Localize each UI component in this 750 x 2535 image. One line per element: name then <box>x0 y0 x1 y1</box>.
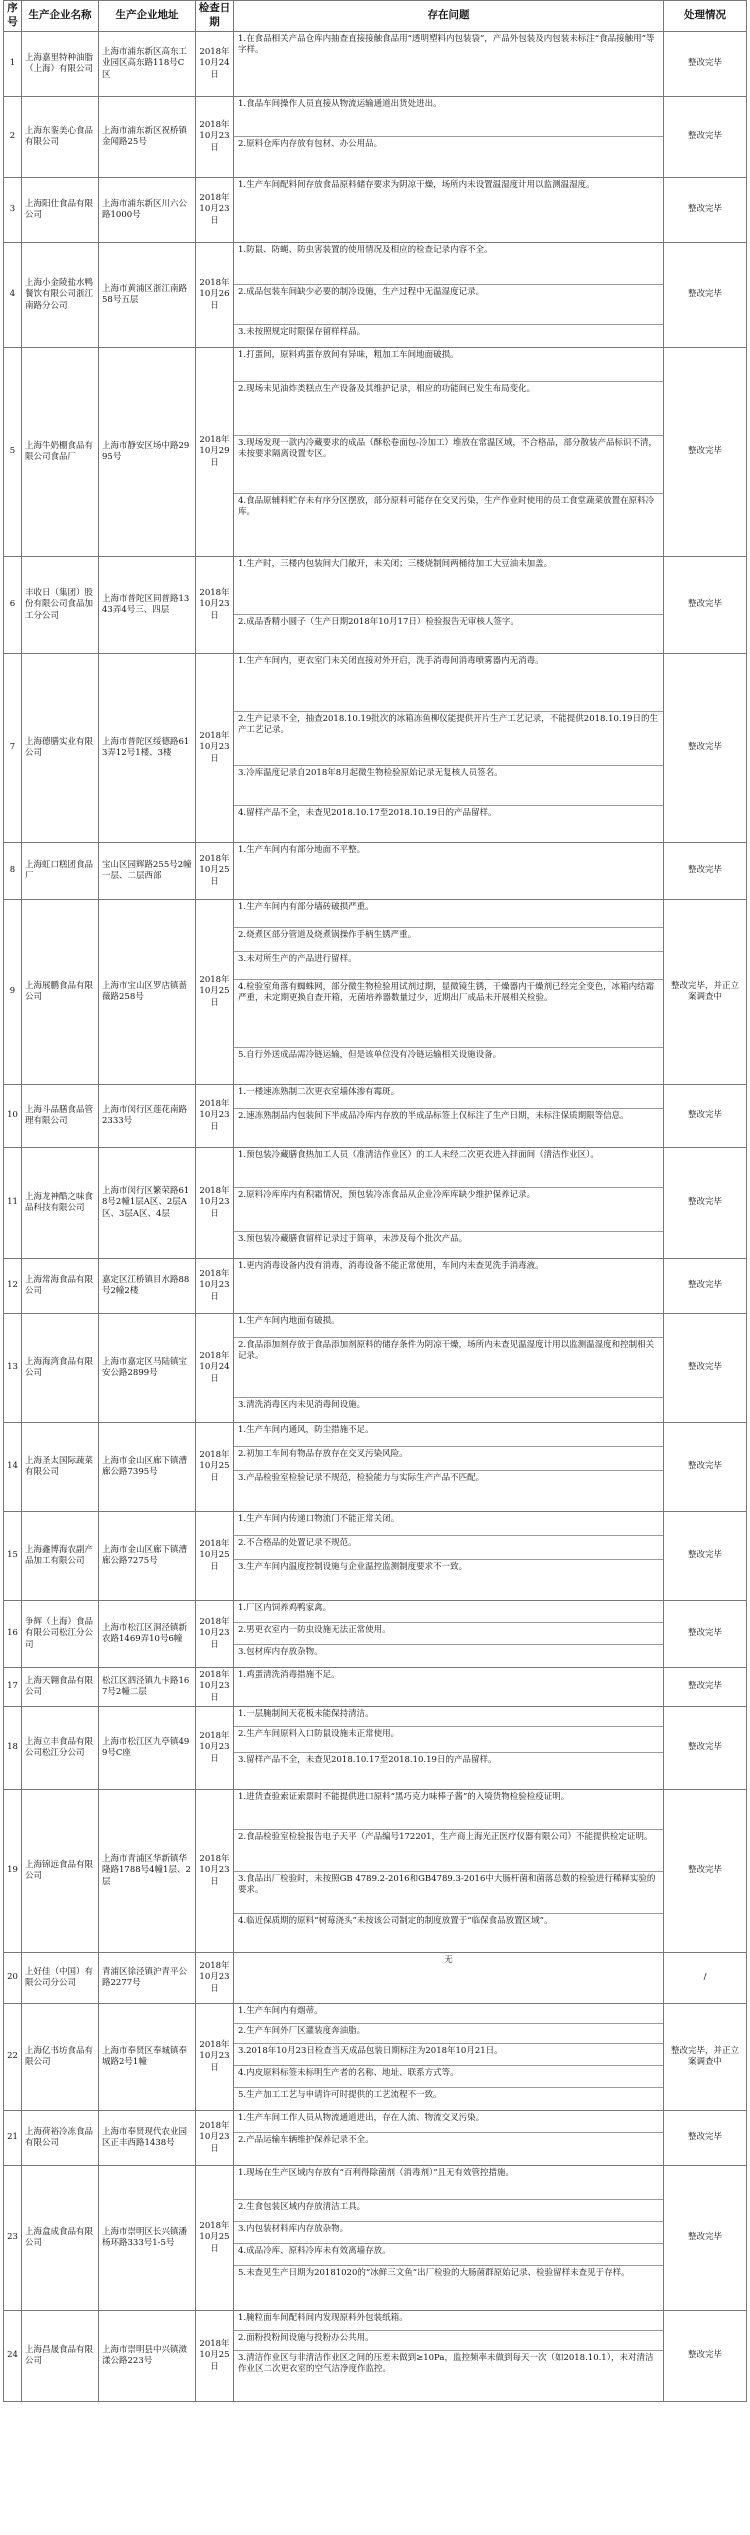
company-address: 嘉定区江桥镇目水路88号2幢2楼 <box>99 1259 196 1314</box>
issues-cell <box>234 1953 664 2004</box>
header-company-address: 生产企业地址 <box>99 1 196 32</box>
issue-item: 1.生产车间内通风，防尘措施不足。 <box>234 1423 663 1447</box>
issues-cell <box>234 1085 664 1148</box>
issue-item: 1.生产车间内，更衣室门未关闭直接对外开启，洗手消毒间消毒喷雾器内无消毒。 <box>234 654 663 712</box>
issue-item: 3.内包装材料库内存放杂物。 <box>234 2222 663 2244</box>
inspection-date: 2018年10月23日 <box>196 1953 234 2004</box>
issue-item: 5.生产加工工艺与申请许可时提供的工艺流程不一致。 <box>238 2090 442 2100</box>
issue-item: 2.原料冷库库内有积霜情况，预包装冷冻食品从企业冷库库缺少维护保养记录。 <box>234 1188 663 1232</box>
issue-item: 1.更内消毒设备内没有消毒，消毒设备不能正常使用，车间内未查见洗手消毒液。 <box>238 1261 544 1271</box>
company-name: 上海鑫博海农副产品加工有限公司 <box>22 1512 99 1601</box>
company-address: 上海市松江区洞泾镇新农路1469弄10号6幢 <box>99 1601 196 1668</box>
inspection-date: 2018年10月23日 <box>196 557 234 654</box>
issue-item: 3.食品出厂检验时，未按照GB 4789.2-2016和GB4789.3-2016中大肠杆菌和菌落总数的检验进行稀释实验的要求。 <box>234 1872 663 1914</box>
issue-item: 1.生产时，三楼内包装间大门敞开，未关闭；三楼烧制间两桶待加工大豆油未加盖。 <box>234 557 663 615</box>
header-inspection-date: 检查日期 <box>196 1 234 32</box>
inspection-date: 2018年10月25日 <box>196 843 234 900</box>
issues-cell <box>234 348 664 557</box>
issues-cell <box>234 1668 664 1707</box>
company-name: 上海斗品膳食品管理有限公司 <box>22 1085 99 1148</box>
handling-status: 整改完毕 <box>664 348 747 557</box>
table-row <box>4 1314 747 1423</box>
row-number: 11 <box>4 1148 22 1259</box>
company-name: 上海东銮美心食品有限公司 <box>22 97 99 178</box>
table-row <box>4 1085 747 1148</box>
table-row <box>4 654 747 843</box>
issue-item: 4.内皮原料标签未标明生产者的名称、地址、联系方式等。 <box>234 2066 663 2088</box>
company-address: 上海市金山区廊下镇漕廊公路7275号 <box>99 1512 196 1601</box>
inspection-date: 2018年10月24日 <box>196 32 234 97</box>
inspection-date: 2018年10月25日 <box>196 1512 234 1601</box>
company-address: 上海市浦东新区川六公路1000号 <box>99 178 196 243</box>
issue-item: 2.原料仓库内存放有包材、办公用品。 <box>238 139 383 149</box>
issues-cell <box>234 1512 664 1601</box>
issues-cell <box>234 1790 664 1953</box>
company-name: 丰收日（集团）股份有限公司食品加工分公司 <box>22 557 99 654</box>
inspection-date: 2018年10月23日 <box>196 1259 234 1314</box>
company-name: 上海昌晟食品有限公司 <box>22 2311 99 2402</box>
handling-status: 整改完毕 <box>664 1423 747 1512</box>
handling-status: 整改完毕 <box>664 654 747 843</box>
handling-status: 整改完毕 <box>664 843 747 900</box>
table-row <box>4 843 747 900</box>
issue-item: 1.生产车间工作人员从物流通道进出，存在人流、物流交叉污染。 <box>234 2111 663 2133</box>
row-number: 16 <box>4 1601 22 1668</box>
company-name: 上海锦远食品有限公司 <box>22 1790 99 1953</box>
handling-status: 整改完毕 <box>664 1085 747 1148</box>
row-number: 14 <box>4 1423 22 1512</box>
row-number: 17 <box>4 1668 22 1707</box>
company-name: 上海牛奶棚食品有限公司食品厂 <box>22 348 99 557</box>
company-name: 上海龙神酷之味食品科技有限公司 <box>22 1148 99 1259</box>
row-number: 1 <box>4 32 22 97</box>
inspection-date: 2018年10月26日 <box>196 243 234 348</box>
issue-item: 1.食品车间操作人员直接从物流运输通道出货处进出。 <box>234 97 663 137</box>
issue-item: 1.生产车间内有部分地面不平整。 <box>238 845 366 855</box>
company-address: 上海市崇明县中兴镇滧漾公路223号 <box>99 2311 196 2402</box>
issue-item: 2.烧煮区部分管道及烧煮锅操作手柄生锈严重。 <box>234 928 663 952</box>
issue-item: 4.留样产品不全，未查见2018.10.17至2018.10.19日的产品留样。 <box>238 808 497 818</box>
inspection-date: 2018年10月23日 <box>196 1668 234 1707</box>
inspection-date: 2018年10月25日 <box>196 2311 234 2402</box>
handling-status: 整改完毕 <box>664 178 747 243</box>
issues-cell <box>234 2004 664 2111</box>
company-name: 上海常海食品有限公司 <box>22 1259 99 1314</box>
table-row <box>4 2111 747 2166</box>
inspection-date: 2018年10月23日 <box>196 1085 234 1148</box>
table-row <box>4 97 747 178</box>
issue-item: 1.鸡蛋清洗消毒措施不足。 <box>238 1670 340 1680</box>
issue-item: 1.生产车间内有部分墙砖破损严重。 <box>234 900 663 928</box>
company-name: 上海天翱食品有限公司 <box>22 1668 99 1707</box>
company-name: 上海展鹏食品有限公司 <box>22 900 99 1085</box>
company-address: 宝山区园辉路255号2幢一层、二层西部 <box>99 843 196 900</box>
issues-cell <box>234 32 664 97</box>
issue-item: 1.生产车间内地面有破损。 <box>234 1314 663 1338</box>
handling-status: 整改完毕 <box>664 557 747 654</box>
company-address: 上海市普陀区绥德路613弄12号1楼、3楼 <box>99 654 196 843</box>
table-row <box>4 1259 747 1314</box>
company-address: 松江区泗泾镇九卡路167号2幢二层 <box>99 1668 196 1707</box>
table-row <box>4 1148 747 1259</box>
company-address: 上海市松江区九亭镇499号C座 <box>99 1707 196 1790</box>
company-name: 上好佳（中国）有限公司分公司 <box>22 1953 99 2004</box>
company-address: 上海市普陀区同普路1343弄4号三、四层 <box>99 557 196 654</box>
company-name: 争辉（上海）食品有限公司松江分公司 <box>22 1601 99 1668</box>
inspection-date: 2018年10月23日 <box>196 1707 234 1790</box>
issue-item: 3.未按照规定时限保存留样样品。 <box>238 327 366 337</box>
issue-item: 5.自行外送成品需冷链运输，但是该单位没有冷链运输相关设施设备。 <box>238 1050 502 1060</box>
company-name: 上海小金陵盐水鸭餐饮有限公司浙江南路分公司 <box>22 243 99 348</box>
row-number: 13 <box>4 1314 22 1423</box>
company-address: 上海市金山区廊下镇漕廊公路7395号 <box>99 1423 196 1512</box>
company-address: 上海市浦东新区高东工业园区高东路118号C区 <box>99 32 196 97</box>
row-number: 3 <box>4 178 22 243</box>
inspection-date: 2018年10月24日 <box>196 1314 234 1423</box>
inspection-table <box>3 0 747 2402</box>
row-number: 9 <box>4 900 22 1085</box>
issues-cell <box>234 97 664 178</box>
issue-item: 1.生产车间配料间存放食品原料储存要求为阴凉干燥，场所内未设置温湿度计用以监测温湿度。 <box>238 180 595 190</box>
inspection-date: 2018年10月23日 <box>196 178 234 243</box>
row-number: 8 <box>4 843 22 900</box>
company-address: 上海市青浦区华新镇华隆路1788号4幢1层、2层 <box>99 1790 196 1953</box>
header-company-name: 生产企业名称 <box>22 1 99 32</box>
issue-item: 1.腌粒面车间配料间内发现原料外包装纸箱。 <box>234 2311 663 2331</box>
table-body <box>4 32 747 2402</box>
issues-cell <box>234 1707 664 1790</box>
inspection-date: 2018年10月23日 <box>196 654 234 843</box>
handling-status: 整改完毕 <box>664 2111 747 2166</box>
company-name: 上海虹口糕团食品厂 <box>22 843 99 900</box>
table-row <box>4 2166 747 2311</box>
company-address: 上海市黄浦区浙江南路58号五层 <box>99 243 196 348</box>
issue-item: 2.生产车间外厂区灌装度奔油脂。 <box>234 2024 663 2044</box>
inspection-date: 2018年10月23日 <box>196 1148 234 1259</box>
table-header-row <box>4 1 747 32</box>
row-number: 2 <box>4 97 22 178</box>
issue-item: 2.生食包装区域内存放清洁工具。 <box>234 2200 663 2222</box>
issue-item: 2.速冻熟制品内包装间下半成品冷库内存放的半成品标签上仅标注了生产日期，未标注保质期限等信息。 <box>238 1111 629 1121</box>
table-row <box>4 1790 747 1953</box>
issue-item: 1.防鼠、防蝇、防虫害装置的使用情况及相应的检查记录内容不全。 <box>234 243 663 285</box>
issues-cell <box>234 654 664 843</box>
company-address: 上海市奉贤区奉城镇奉城路2号1幢 <box>99 2004 196 2111</box>
issue-item: 无 <box>444 1955 453 1965</box>
inspection-date: 2018年10月23日 <box>196 1601 234 1668</box>
issue-item: 3.现场发现一款内冷藏要求的成品（酥松卷面包-冷加工）堆放在常温区域，不合格品，部分散装产品标识不清，未按要求隔离设置专区。 <box>234 436 663 494</box>
issue-item: 2.不合格品的处置记录不规范。 <box>234 1536 663 1560</box>
handling-status: 整改完毕 <box>664 32 747 97</box>
table-row <box>4 557 747 654</box>
handling-status: 整改完毕 <box>664 2311 747 2402</box>
table-row <box>4 1707 747 1790</box>
row-number: 22 <box>4 2004 22 2111</box>
issue-item: 3.生产车间内温度控制设施与企业温控监测制度要求不一致。 <box>238 1562 468 1572</box>
company-address: 上海市崇明区长兴镇潘杨环路333号1-5号 <box>99 2166 196 2311</box>
inspection-date: 2018年10月25日 <box>196 1423 234 1512</box>
handling-status: 整改完毕 <box>664 1314 747 1423</box>
issue-item: 3.2018年10月23日检查当天成品包装日期标注为2018年10月21日。 <box>234 2044 663 2066</box>
header-handling: 处理情况 <box>664 1 747 32</box>
company-address: 青浦区徐泾镇沪青平公路2277号 <box>99 1953 196 2004</box>
row-number: 4 <box>4 243 22 348</box>
issue-item: 2.生产车间原料入口防鼠设施未正常使用。 <box>234 1727 663 1753</box>
row-number: 12 <box>4 1259 22 1314</box>
company-name: 上海海湾食品有限公司 <box>22 1314 99 1423</box>
issue-item: 4.成品冷库、原料冷库未有效离墙存放。 <box>234 2244 663 2266</box>
issues-cell <box>234 2111 664 2166</box>
company-address: 上海市浦东新区祝桥镇金闻路25号 <box>99 97 196 178</box>
issues-cell <box>234 900 664 1085</box>
table-row <box>4 178 747 243</box>
issues-cell <box>234 243 664 348</box>
company-name: 上海盒成食品有限公司 <box>22 2166 99 2311</box>
issue-item: 1.进货查验索证索票时不能提供进口原料“黑巧克力味棒子酱”的入境货物检验检疫证明。 <box>234 1790 663 1830</box>
row-number: 19 <box>4 1790 22 1953</box>
issue-item: 4.食品原辅料贮存未有序分区摆放，部分原料可能存在交叉污染，生产作业时使用的员工食堂蔬菜放置在原料冷库。 <box>238 496 655 518</box>
issue-item: 3.包材库内存放杂物。 <box>238 1647 323 1657</box>
issues-cell <box>234 178 664 243</box>
issue-item: 3.清洗消毒区内未见消毒间设施。 <box>238 1400 366 1410</box>
table-row <box>4 900 747 1085</box>
table-row <box>4 1953 747 2004</box>
issue-item: 3.未对所生产的产品进行留样。 <box>234 952 663 980</box>
row-number: 20 <box>4 1953 22 2004</box>
company-address: 上海市嘉定区马陆镇宝安公路2899号 <box>99 1314 196 1423</box>
company-address: 上海市奉贤现代农业园区正丰西路1438号 <box>99 2111 196 2166</box>
issue-item: 2.面粉投粉间设施与投粉办公共用。 <box>234 2331 663 2351</box>
row-number: 18 <box>4 1707 22 1790</box>
table-row <box>4 1601 747 1668</box>
issue-item: 2.产品运输车辆维护保养记录不全。 <box>238 2135 374 2145</box>
company-name: 上海荷裕冷冻食品有限公司 <box>22 2111 99 2166</box>
issues-cell <box>234 2166 664 2311</box>
issues-cell <box>234 1601 664 1668</box>
row-number: 5 <box>4 348 22 557</box>
company-name: 上海圣太国际蔬菜有限公司 <box>22 1423 99 1512</box>
table-row <box>4 348 747 557</box>
issues-cell <box>234 1259 664 1314</box>
table-row <box>4 32 747 97</box>
issue-item: 2.男更衣室内一防虫设施无法正常使用。 <box>234 1623 663 1645</box>
issue-item: 1.生产车间内有烟蒂。 <box>234 2004 663 2024</box>
company-address: 上海市静安区场中路2995号 <box>99 348 196 557</box>
inspection-date: 2018年10月23日 <box>196 2004 234 2111</box>
row-number: 7 <box>4 654 22 843</box>
issues-cell <box>234 557 664 654</box>
row-number: 23 <box>4 2166 22 2311</box>
handling-status: 整改完毕，并正立案调查中 <box>664 2004 747 2111</box>
issue-item: 4.临近保质期的原料“树莓浇头”未按该公司制定的制度放置于“临保食品放置区域”。 <box>238 1916 553 1926</box>
issues-cell <box>234 1314 664 1423</box>
issue-item: 1.一层腌制间天花板未能保持清洁。 <box>234 1707 663 1727</box>
issue-item: 2.成品包装车间缺少必要的制冷设施，生产过程中无温湿度记录。 <box>234 285 663 325</box>
issues-cell <box>234 1423 664 1512</box>
header-no: 序号 <box>4 1 22 32</box>
handling-status: / <box>664 1953 747 2004</box>
issue-item: 1.打蛋间，原料鸡蛋存放间有异味，粗加工车间地面破损。 <box>234 348 663 382</box>
issue-item: 3.预包装冷藏膳食留样记录过于简单，未涉及每个批次产品。 <box>238 1234 468 1244</box>
company-address: 上海市宝山区罗店镇蔷薇路258号 <box>99 900 196 1085</box>
inspection-date: 2018年10月23日 <box>196 2111 234 2166</box>
header-issues: 存在问题 <box>234 1 664 32</box>
company-name: 上海德膳实业有限公司 <box>22 654 99 843</box>
handling-status: 整改完毕 <box>664 1790 747 1953</box>
inspection-date: 2018年10月23日 <box>196 1790 234 1953</box>
issue-item: 2.现场未见油炸类糕点生产设备及其维护记录，相应的功能间已发生布局变化。 <box>234 382 663 436</box>
handling-status: 整改完毕 <box>664 1512 747 1601</box>
table-row <box>4 1423 747 1512</box>
row-number: 10 <box>4 1085 22 1148</box>
issue-item: 3.清洁作业区与非清洁作业区之间的压差未做到≥10Pa，监控频率未做到每天一次（如2018.10.1），未对清洁作业区二次更衣室的空气洁净度作监控。 <box>238 2353 654 2375</box>
issue-item: 2.食品检验室检验报告电子天平（产品编号172201，生产商上海光正医疗仪器有限公司）不能提供检定证明。 <box>234 1830 663 1872</box>
company-name: 上海立丰食品有限公司松江分公司 <box>22 1707 99 1790</box>
company-address: 上海市闵行区莲花南路2333号 <box>99 1085 196 1148</box>
table-row <box>4 1512 747 1601</box>
issue-item: 1.现场在生产区域内存放有“百利得除菌剂（消毒剂）”且无有效管控措施。 <box>234 2166 663 2200</box>
handling-status: 整改完毕 <box>664 2166 747 2311</box>
table-row <box>4 1668 747 1707</box>
issue-item: 1.厂区内饲养鸡鸭家禽。 <box>234 1601 663 1623</box>
inspection-date: 2018年10月25日 <box>196 2166 234 2311</box>
row-number: 6 <box>4 557 22 654</box>
issue-item: 2.生产记录不全，抽查2018.10.19批次的冰箱冻鱼柳仪能提供开片生产工艺记录，不能提供2018.10.19日的生产工艺记录。 <box>234 712 663 766</box>
issue-item: 1.在食品相关产品仓库内抽查直接接触食品用“透明塑料内包装袋”，产品外包装及内包装未标注“食品接触用”等字样。 <box>238 34 655 56</box>
handling-status: 整改完毕 <box>664 1707 747 1790</box>
handling-status: 整改完毕 <box>664 1601 747 1668</box>
issue-item: 2.食品添加剂存放于食品添加剂原料的储存条件为阴凉干燥，场所内未查见温湿度计用以监测温湿度和控制相关记录。 <box>234 1338 663 1398</box>
company-name: 上海亿书坊食品有限公司 <box>22 2004 99 2111</box>
inspection-date: 2018年10月25日 <box>196 900 234 1085</box>
issue-item: 5.未查见生产日期为20181020的“冰鲜三文鱼”出厂检验的大肠菌群原始记录、检验留样未查见于存样。 <box>238 2268 630 2278</box>
issue-item: 3.产品检验室检验记录不规范，检验能力与实际生产产品不匹配。 <box>238 1473 485 1483</box>
row-number: 21 <box>4 2111 22 2166</box>
table-row <box>4 2004 747 2111</box>
inspection-date: 2018年10月23日 <box>196 97 234 178</box>
row-number: 24 <box>4 2311 22 2402</box>
issue-item: 3.留样产品不全，未查见2018.10.17至2018.10.19日的产品留样。 <box>238 1755 497 1765</box>
issue-item: 1.一楼速冻熟制二次更衣室墙体渗有霉斑。 <box>234 1085 663 1109</box>
company-name: 上海嘉里特种油脂（上海）有限公司 <box>22 32 99 97</box>
issue-item: 1.预包装冷藏膳食热加工人员（准清洁作业区）的工人未经二次更衣进入拌面间（清洁作业区）。 <box>234 1148 663 1188</box>
inspection-date: 2018年10月29日 <box>196 348 234 557</box>
issue-item: 3.冷库温度记录自2018年8月起微生物检验原始记录无复核人员签名。 <box>234 766 663 806</box>
issue-item: 2.初加工车间有物品存放存在交叉污染风险。 <box>234 1447 663 1471</box>
issues-cell <box>234 1148 664 1259</box>
issues-cell <box>234 843 664 900</box>
issue-item: 4.检验室角落有蜘蛛网，部分微生物检验用试剂过期，显微镜生锈，干燥器内干燥剂已经完全变色，冰箱内结霜严重，未定期更换自查开箱，无菌培养器数量过少，近期出厂成品未开展相关检验。 <box>234 980 663 1048</box>
handling-status: 整改完毕 <box>664 1668 747 1707</box>
issue-item: 2.成品香精小圆子（生产日期2018年10月17日）检验报告无审核人签字。 <box>238 617 519 627</box>
issue-item: 1.生产车间内传递口物流门不能正常关闭。 <box>234 1512 663 1536</box>
handling-status: 整改完毕 <box>664 97 747 178</box>
handling-status: 整改完毕 <box>664 1148 747 1259</box>
handling-status: 整改完毕 <box>664 1259 747 1314</box>
issues-cell <box>234 2311 664 2402</box>
table-row <box>4 243 747 348</box>
handling-status: 整改完毕 <box>664 243 747 348</box>
table-row <box>4 2311 747 2402</box>
row-number: 15 <box>4 1512 22 1601</box>
handling-status: 整改完毕，并正立案调查中 <box>664 900 747 1085</box>
company-address: 上海市闵行区繁荣路618号2幢1层A区、2层A区、3层A区、4层 <box>99 1148 196 1259</box>
company-name: 上海阳仕食品有限公司 <box>22 178 99 243</box>
